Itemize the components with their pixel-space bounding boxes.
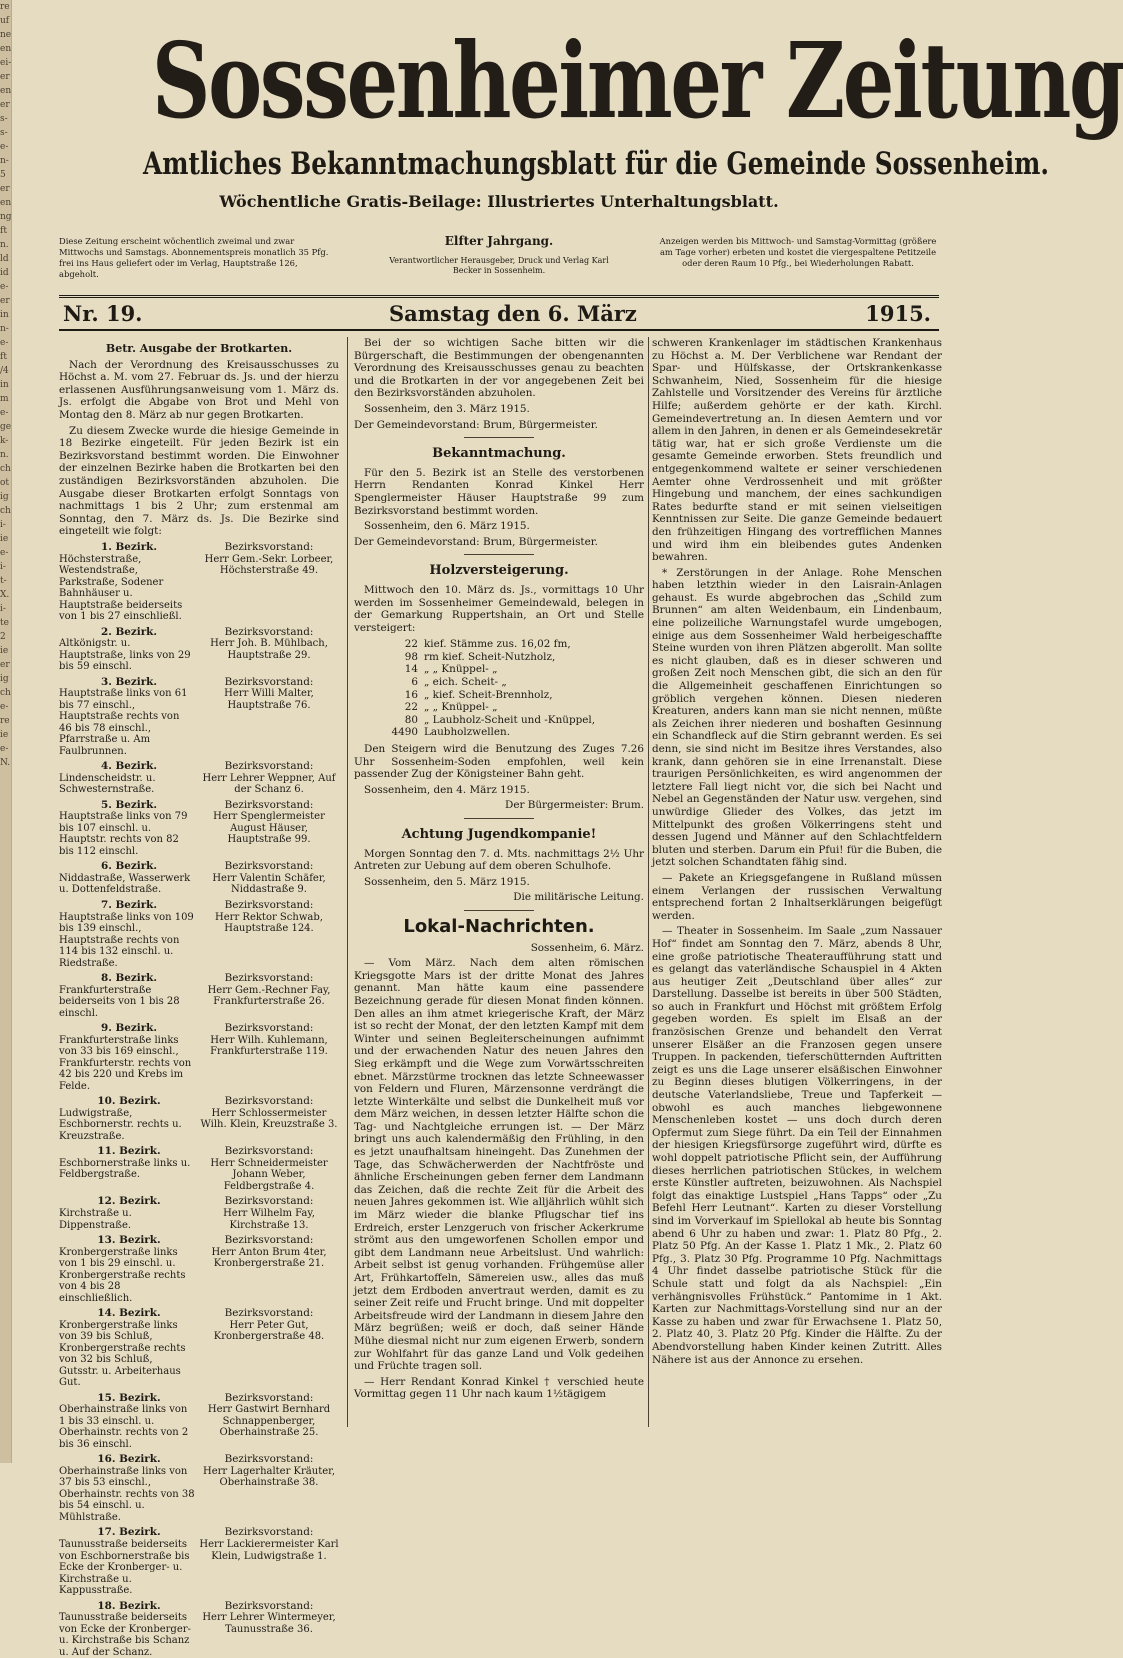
section-dateline: Sossenheim, 6. März.: [354, 942, 644, 955]
district-header: [59, 676, 339, 689]
edge-fragment: i-: [0, 602, 11, 616]
edge-fragment: re: [0, 714, 11, 728]
edge-fragment: e-: [0, 280, 11, 294]
edge-fragment: ft: [0, 350, 11, 364]
district-streets: Kirchstraße u. Dippenstraße.: [59, 1208, 199, 1231]
edge-fragment: ld: [0, 252, 11, 266]
district-streets: Eschbornerstraße links u. Feldbergstraße.: [59, 1158, 199, 1193]
district-body: [59, 1035, 339, 1093]
district-board-label: Bezirksvorstand:: [199, 899, 339, 912]
edge-fragment: er: [0, 70, 11, 84]
edge-fragment: ie: [0, 728, 11, 742]
article-heading: Achtung Jugendkompanie!: [354, 829, 644, 842]
district-header: [59, 1600, 339, 1613]
article-paragraph: Zu diesem Zwecke wurde die hiesige Gemeinde in 18 Bezirke eingeteilt. Für jeden Bezirk ist ein Bezirksvorstand bestimmt worden. Die Einwohner der einzelnen Bezirke haben die Brotkarten bei den zuständigen Bezirksvorständen abzuholen. Die Ausgabe dieser Brotkarten erfolgt Sonntags von nachmittags 1 bis 2 Uhr; zum erstenmal am Sonntag, den 7. März ds. Js. Die Bezirke sind eingeteilt wie folgt:: [59, 425, 339, 538]
wood-lot-kind: „ „ Knüppel- „: [424, 701, 644, 714]
district-number: 2. Bezirk.: [59, 626, 199, 639]
wood-lot-item: [388, 651, 644, 664]
district-warden: Herr Peter Gut, Kronbergerstraße 48.: [199, 1320, 339, 1389]
article-heading: Betr. Ausgabe der Brotkarten.: [59, 343, 339, 356]
district-warden: Herr Schneidermeister Johann Weber, Feldbergstraße 4.: [199, 1158, 339, 1193]
district-warden: Herr Schlossermeister Wilh. Klein, Kreuzstraße 3.: [199, 1108, 339, 1143]
district-streets: Frankfurterstraße beiderseits von 1 bis 28 einschl.: [59, 985, 199, 1020]
district-board-label: Bezirksvorstand:: [199, 541, 339, 554]
wood-lot-quantity: 6: [388, 676, 424, 689]
notice-signature: Der Gemeindevorstand: Brum, Bürgermeister.: [354, 536, 644, 549]
supplement-line: Wöchentliche Gratis-Beilage: Illustriertes Unterhaltungsblatt.: [54, 190, 944, 214]
district-header: [59, 799, 339, 812]
district-streets: Höchsterstraße, Westendstraße, Parkstraße, Sodener Bahnhäuser u. Hauptstraße beiderseits von 1 bis 27 einschließl.: [59, 554, 199, 623]
article-paragraph: — Vom März. Nach dem alten römischen Kriegsgotte Mars ist der dritte Monat des Jahres genannt. Man hätte kaum eine passendere Bezeichnung gerade für diesen Monat finden können. Den alles an ihm atmet kriegerische Kraft, der März ist so recht der Monat, der den letzten Kampf mit dem Winter und seinen Begleiterscheinungen aufnimmt und der erwachenden Natur des neuen Jahres den Sieg erkämpft und die Wege zum Vorwärtsschreiten ebnet. Märzstürme trocknen das letzte Schneewasser von Feldern und Fluren, Märzensonne verdrängt die letzte Winterkälte und selbst die Dunkelheit muß vor dem März weichen, in dessen letzter Hälfte schon die Tag- und Nachtgleiche errungen ist. — Der März bringt uns auch kalendermäßig den Frühling, in den es jetzt unaufhaltsam hineingeht. Das Zunehmen der Tage, das Schwächerwerden der Nachtfröste und ähnliche Erscheinungen geben ferner dem Landmann das Zeichen, daß die rechte Zeit für die Arbeit des neuen Jahres gekommen ist. Wie alljährlich wühlt sich im März wieder die blanke Pflugschar tief ins Erdreich, erster Lenzgeruch von frischer Ackerkrume strömt aus den umgeworfenen Schollen empor und gibt dem Landmann neue Arbeitslust. Und wahrlich: Arbeit selbst ist genug vorhanden. Frühgemüse aller Art, Frühkartoffeln, Sämereien usw., alles das muß jetzt dem Erdboden anvertraut werden, damit es zu seiner Zeit reife und Frucht bringe. Und mit doppelter Arbeitsfreude wird der Landmann in diesem Jahre den März begrüßen; weiß er doch, daß seiner Hände Mühe diesmal nicht nur zum eigenen Erwerb, sondern zur Wohlfahrt für das ganze Land und Volk gedeihen und Früchte tragen soll.: [354, 957, 644, 1373]
edge-fragment: ig: [0, 490, 11, 504]
edge-fragment: 5: [0, 168, 11, 182]
district-number: 10. Bezirk.: [59, 1095, 199, 1108]
district-number: 11. Bezirk.: [59, 1145, 199, 1158]
separator: [464, 437, 534, 438]
issue-number: Nr. 19.: [63, 300, 143, 328]
edge-fragment: e-: [0, 546, 11, 560]
notice-signature: Der Gemeindevorstand: Brum, Bürgermeister.: [354, 419, 644, 432]
district-body: [59, 688, 339, 757]
district-board-label: Bezirksvorstand:: [199, 1453, 339, 1466]
district-entry: [59, 799, 339, 858]
district-streets: Oberhainstraße links von 37 bis 53 einschl., Oberhainstr. rechts von 38 bis 54 einschl. u. Mühlstraße.: [59, 1466, 199, 1524]
district-warden: Herr Gem.-Sekr. Lorbeer, Höchsterstraße 49.: [199, 554, 339, 623]
district-streets: Taunusstraße beiderseits von Eschbornerstraße bis Ecke der Kronberger- u. Kirchstraße u. Kappusstraße.: [59, 1539, 199, 1597]
newspaper-title: Sossenheimer Zeitung: [152, 18, 846, 144]
edge-fragment: er: [0, 294, 11, 308]
edge-fragment: e-: [0, 742, 11, 756]
district-body: [59, 1320, 339, 1389]
district-body: [59, 985, 339, 1020]
district-entry: [59, 541, 339, 623]
district-streets: Hauptstraße links von 61 bis 77 einschl., Hauptstraße rechts von 46 bis 78 einschl., Pfarrstraße u. Am Faulbrunnen.: [59, 688, 199, 757]
district-warden: Herr Valentin Schäfer, Niddastraße 9.: [199, 873, 339, 896]
district-number: 4. Bezirk.: [59, 760, 199, 773]
district-streets: Kronbergerstraße links von 1 bis 29 einschl. u. Kronbergerstraße rechts von 4 bis 28 einschließlich.: [59, 1247, 199, 1305]
district-streets: Oberhainstraße links von 1 bis 33 einschl. u. Oberhainstr. rechts von 2 bis 36 einschl.: [59, 1404, 199, 1450]
district-header: [59, 1453, 339, 1466]
edge-fragment: ig: [0, 672, 11, 686]
section-heading: Lokal-Nachrichten.: [354, 921, 644, 934]
district-number: 17. Bezirk.: [59, 1526, 199, 1539]
district-header: [59, 1234, 339, 1247]
edge-fragment: e-: [0, 700, 11, 714]
district-header: [59, 1392, 339, 1405]
district-number: 1. Bezirk.: [59, 541, 199, 554]
article-paragraph: — Herr Rendant Konrad Kinkel † verschied heute Vormittag gegen 11 Uhr nach kaum 1½tägigem: [354, 1376, 644, 1401]
district-board-label: Bezirksvorstand:: [199, 1022, 339, 1035]
district-streets: Niddastraße, Wasserwerk u. Dottenfeldstraße.: [59, 873, 199, 896]
adjacent-page-edge: [0, 0, 12, 1463]
edge-fragment: e-: [0, 406, 11, 420]
edge-fragment: e-: [0, 336, 11, 350]
notice-date: Sossenheim, den 6. März 1915.: [354, 520, 644, 533]
district-header: [59, 860, 339, 873]
edge-fragment: s-: [0, 112, 11, 126]
district-board-label: Bezirksvorstand:: [199, 1145, 339, 1158]
edge-fragment: id: [0, 266, 11, 280]
district-streets: Lindenscheidstr. u. Schwesternstraße.: [59, 773, 199, 796]
edge-fragment: ft: [0, 224, 11, 238]
district-entry: [59, 972, 339, 1019]
district-board-label: Bezirksvorstand:: [199, 1526, 339, 1539]
district-board-label: Bezirksvorstand:: [199, 1600, 339, 1613]
wood-lot-item: [388, 701, 644, 714]
wood-lot-quantity: 22: [388, 701, 424, 714]
district-number: 3. Bezirk.: [59, 676, 199, 689]
district-board-label: Bezirksvorstand:: [199, 1307, 339, 1320]
wood-lot-quantity: 22: [388, 638, 424, 651]
wood-lot-kind: Laubholzwellen.: [424, 726, 644, 739]
notice-signature: Die militärische Leitung.: [354, 891, 644, 904]
district-entry: [59, 1195, 339, 1231]
column-rule: [648, 337, 649, 1427]
article-heading: Holzversteigerung.: [354, 565, 644, 578]
district-number: 15. Bezirk.: [59, 1392, 199, 1405]
district-body: [59, 773, 339, 796]
district-header: [59, 760, 339, 773]
district-warden: Herr Rektor Schwab, Hauptstraße 124.: [199, 912, 339, 970]
edge-fragment: er: [0, 658, 11, 672]
district-body: [59, 1208, 339, 1231]
article-paragraph: Für den 5. Bezirk ist an Stelle des verstorbenen Herrn Rendanten Konrad Kinkel Herr Spenglermeister Häuser Hauptstraße 99 zum Bezirksvorstand bestimmt worden.: [354, 467, 644, 517]
district-header: [59, 1307, 339, 1320]
district-warden: Herr Wilh. Kuhlemann, Frankfurterstraße 119.: [199, 1035, 339, 1093]
district-number: 13. Bezirk.: [59, 1234, 199, 1247]
district-header: [59, 899, 339, 912]
district-board-label: Bezirksvorstand:: [199, 1095, 339, 1108]
district-streets: Taunusstraße beiderseits von Ecke der Kronberger- u. Kirchstraße bis Schanz u. Auf der Schanz.: [59, 1612, 199, 1658]
district-board-label: Bezirksvorstand:: [199, 799, 339, 812]
edge-fragment: ie: [0, 644, 11, 658]
column-3: [652, 337, 942, 1437]
district-header: [59, 1022, 339, 1035]
district-warden: Herr Lackierermeister Karl Klein, Ludwigstraße 1.: [199, 1539, 339, 1597]
notice-date: Sossenheim, den 3. März 1915.: [354, 403, 644, 416]
district-warden: Herr Joh. B. Mühlbach, Hauptstraße 29.: [199, 638, 339, 673]
district-number: 8. Bezirk.: [59, 972, 199, 985]
edge-fragment: n-: [0, 322, 11, 336]
district-warden: Herr Willi Malter, Hauptstraße 76.: [199, 688, 339, 757]
district-number: 14. Bezirk.: [59, 1307, 199, 1320]
district-entry: [59, 1392, 339, 1451]
district-warden: Herr Spenglermeister August Häuser, Hauptstraße 99.: [199, 811, 339, 857]
district-warden: Herr Gastwirt Bernhard Schnappenberger, Oberhainstraße 25.: [199, 1404, 339, 1450]
edge-fragment: er: [0, 98, 11, 112]
district-body: [59, 1612, 339, 1658]
district-entry: [59, 1526, 339, 1596]
district-entry: [59, 760, 339, 796]
district-streets: Altkönigstr. u. Hauptstraße, links von 29 bis 59 einschl.: [59, 638, 199, 673]
edge-fragment: X.: [0, 588, 11, 602]
district-entry: [59, 626, 339, 673]
district-body: [59, 1404, 339, 1450]
district-entry: [59, 860, 339, 896]
wood-lot-item: [388, 663, 644, 676]
edge-fragment: uf: [0, 14, 11, 28]
district-header: [59, 972, 339, 985]
district-body: [59, 1108, 339, 1143]
edge-fragment: er: [0, 182, 11, 196]
advertising-info: Anzeigen werden bis Mittwoch- und Samstag-Vormittag (größere am Tage vorher) erbeten und kostet die viergespaltene Petitzeile oder deren Raum 10 Pfg., bei Wiederholungen Rabatt.: [654, 236, 942, 269]
wood-lot-list: [388, 638, 644, 739]
article-heading: Bekanntmachung.: [354, 448, 644, 461]
wood-lot-kind: „ kief. Scheit-Brennholz,: [424, 689, 644, 702]
district-warden: Herr Wilhelm Fay, Kirchstraße 13.: [199, 1208, 339, 1231]
edge-fragment: ei-: [0, 56, 11, 70]
separator: [464, 910, 534, 911]
district-number: 12. Bezirk.: [59, 1195, 199, 1208]
article-paragraph: Mittwoch den 10. März ds. Js., vormittags 10 Uhr werden im Sossenheimer Gemeindewald, belegen in der Gemarkung Ruppertshain, an Ort und Stelle versteigert:: [354, 584, 644, 634]
edge-fragment: ne: [0, 28, 11, 42]
district-streets: Hauptstraße links von 79 bis 107 einschl. u. Hauptstr. rechts von 82 bis 112 einschl.: [59, 811, 199, 857]
wood-lot-quantity: 98: [388, 651, 424, 664]
edge-fragment: m: [0, 392, 11, 406]
district-entry: [59, 1453, 339, 1523]
wood-lot-kind: „ eich. Scheit- „: [424, 676, 644, 689]
district-streets: Hauptstraße links von 109 bis 139 einschl., Hauptstraße rechts von 114 bis 132 einschl. u. Riedstraße.: [59, 912, 199, 970]
notice-signature: Der Bürgermeister: Brum.: [354, 799, 644, 812]
wood-lot-quantity: 4490: [388, 726, 424, 739]
edge-fragment: /4: [0, 364, 11, 378]
separator: [464, 554, 534, 555]
edge-fragment: en: [0, 196, 11, 210]
edge-fragment: ge: [0, 420, 11, 434]
wood-lot-quantity: 80: [388, 714, 424, 727]
wood-lot-kind: „ Laubholz-Scheit und -Knüppel,: [424, 714, 644, 727]
district-entry: [59, 1145, 339, 1192]
separator: [464, 818, 534, 819]
edge-fragment: n.: [0, 238, 11, 252]
edge-fragment: ng: [0, 210, 11, 224]
district-number: 16. Bezirk.: [59, 1453, 199, 1466]
column-rule: [347, 337, 348, 1427]
district-board-label: Bezirksvorstand:: [199, 676, 339, 689]
article-paragraph: — Theater in Sossenheim. Im Saale „zum Nassauer Hof“ findet am Sonntag den 7. März, abends 8 Uhr, eine große patriotische Theateraufführung statt und es gelangt das vaterländische Schauspiel in 4 Akten aus heutiger Zeit „Deutschland über alles“ zur Darstellung. Dasselbe ist bereits in über 500 Städten, so auch in Frankfurt und Höchst mit größtem Erfolg gegeben worden. Es spielt im Elsaß an der französischen Grenze und behandelt den Verrat unserer Elsäßer an die Franzosen gegen unsere Truppen. In packenden, tieferschütternden Auftritten zeigt es uns die Lage unserer elsäßischen Einwohner zu Beginn dieses blutigen Völkerringens, in der deutsche Vaterlandsliebe, Treue und Tapferkeit — obwohl es auch manches liebgewonnene Menschenleben kostet — uns doch durch deren Opfermut zum Siege führt. Da ein Teil der Einnahmen der hiesigen Kriegsfürsorge zugeführt wird, dürfte es wohl doppelt patriotische Pflicht sein, der Aufführung dieses herrlichen patriotischen Stückes, in welchem erste Künstler auftreten, beizuwohnen. Als Nachspiel folgt das einaktige Lustspiel „Hans Tapps“ oder „Zu Befehl Herr Leutnant“. Karten zu dieser Vorstellung sind im Vorverkauf im Spiellokal ab heute bis Sonntag abend 6 Uhr zu haben und zwar: 1. Platz 80 Pfg., 2. Platz 50 Pfg. An der Kasse 1. Platz 1 Mk., 2. Platz 60 Pfg., 3. Platz 30 Pfg. Programme 10 Pfg. Nachmittags 4 Uhr findet dasselbe patriotische Stück für die Schule statt und folgt da als Nachspiel: „Ein verhängnisvolles Frühstück.“ Pantomime in 1 Akt. Karten zur Nachmittags-Vorstellung sind nur an der Kasse zu haben und zwar für Erwachsene 1. Platz 50, 2. Platz 40, 3. Platz 20 Pfg. Kinder die Hälfte. Zu der Abendvorstellung haben Kinder keinen Zutritt. Alles Nähere ist aus der Annonce zu ersehen.: [652, 925, 942, 1366]
district-header: [59, 1095, 339, 1108]
district-header: [59, 541, 339, 554]
district-body: [59, 554, 339, 623]
district-header: [59, 626, 339, 639]
newspaper-page: [14, 0, 1000, 1463]
wood-lot-item: [388, 676, 644, 689]
publication-info: [59, 232, 939, 292]
district-number: 9. Bezirk.: [59, 1022, 199, 1035]
district-entry: [59, 1600, 339, 1658]
district-warden: Herr Lehrer Wintermeyer, Taunusstraße 36.: [199, 1612, 339, 1658]
article-paragraph: — Pakete an Kriegsgefangene in Rußland müssen einem Verlangen der russischen Verwaltung entsprechend fortan 2 Inhaltserklärungen beigefügt werden.: [652, 872, 942, 922]
district-body: [59, 1247, 339, 1305]
district-warden: Herr Anton Brum 4ter, Kronbergerstraße 21.: [199, 1247, 339, 1305]
district-body: [59, 912, 339, 970]
edge-fragment: ch: [0, 504, 11, 518]
edge-fragment: ch: [0, 462, 11, 476]
district-warden: Herr Lehrer Weppner, Auf der Schanz 6.: [199, 773, 339, 796]
edge-fragment: t-: [0, 574, 11, 588]
issue-year: 1915.: [865, 300, 931, 328]
district-board-label: Bezirksvorstand:: [199, 626, 339, 639]
article-paragraph: Bei der so wichtigen Sache bitten wir die Bürgerschaft, die Bestimmungen der obengenannten Verordnung des Kreisausschusses genau zu beachten und die Brotkarten in der vor angegebenen Zeit bei den Bezirksvorständen abzuholen.: [354, 337, 644, 400]
edge-fragment: ot: [0, 476, 11, 490]
edge-fragment: i-: [0, 560, 11, 574]
edge-fragment: 2: [0, 630, 11, 644]
issue-date: Samstag den 6. März: [389, 300, 637, 328]
edge-fragment: in: [0, 378, 11, 392]
edge-fragment: en: [0, 84, 11, 98]
district-streets: Ludwigstraße, Eschbornerstr. rechts u. Kreuzstraße.: [59, 1108, 199, 1143]
wood-lot-kind: kief. Stämme zus. 16,02 fm,: [424, 638, 644, 651]
district-number: 18. Bezirk.: [59, 1600, 199, 1613]
wood-lot-kind: rm kief. Scheit-Nutzholz,: [424, 651, 644, 664]
district-warden: Herr Lagerhalter Kräuter, Oberhainstraße 38.: [199, 1466, 339, 1524]
district-board-label: Bezirksvorstand:: [199, 760, 339, 773]
masthead: [54, 18, 944, 214]
district-body: [59, 1158, 339, 1193]
wood-lot-item: [388, 714, 644, 727]
district-board-label: Bezirksvorstand:: [199, 1392, 339, 1405]
district-entry: [59, 899, 339, 969]
district-streets: Frankfurterstraße links von 33 bis 169 einschl., Frankfurterstr. rechts von 42 bis 220 und Krebs im Felde.: [59, 1035, 199, 1093]
district-entry: [59, 676, 339, 758]
publisher-line: Verantwortlicher Herausgeber, Druck und Verlag Karl Becker in Sossenheim.: [379, 256, 619, 276]
wood-lot-quantity: 14: [388, 663, 424, 676]
district-body: [59, 1539, 339, 1597]
district-board-label: Bezirksvorstand:: [199, 972, 339, 985]
edge-fragment: n.: [0, 448, 11, 462]
edge-fragment: ie: [0, 532, 11, 546]
column-2: [354, 337, 644, 1437]
district-body: [59, 1466, 339, 1524]
district-warden: Herr Gem.-Rechner Fay, Frankfurterstraße 26.: [199, 985, 339, 1020]
article-paragraph: * Zerstörungen in der Anlage. Rohe Menschen haben letzthin wieder in den Laisrain-Anlagen gehaust. Es wurde abgebrochen das „Schild zum Brunnen“ am alten Weidenbaum, ein Lindenbaum, eine polizeiliche Warnungstafel wurde umgebogen, einige aus dem Sossenheimer Wald herbeigeschaffte Steine wurden von ihren Plätzen abgerollt. Man sollte es nicht glauben, daß es in dieser schweren und großen Zeit noch Menschen gibt, die sich an den für die Allgemeinheit geschaffenen Einrichtungen so gröblich vergehen können. Diesen niederen Kreaturen, anders kann man sie nicht nennen, müßte als Zeichen ihrer niederen und boshaften Gesinnung ein Schandfleck auf die Stirn gebrannt werden. Es sei denn, sie sind nicht im Besitze ihres Verstandes, also krank, dann gehören sie in eine Irrenanstalt. Diese traurigen Persönlichkeiten, es wird angenommen der letztere Fall liegt nicht vor, die sich bei Nacht und Nebel an Gegenständen der Natur usw. vergehen, sind unwürdige Glieder des Volkes, das jetzt im Mittelpunkt des großen Völkerringens steht und dessen Jugend und Männer auf den Schlachtfeldern bluten und sterben. Darum ein Pfui! für die Buben, die jetzt solchen Schandtaten fähig sind.: [652, 567, 942, 869]
district-header: [59, 1526, 339, 1539]
district-entry: [59, 1307, 339, 1389]
district-streets: Kronbergerstraße links von 39 bis Schluß, Kronbergerstraße rechts von 32 bis Schluß, Gutsstr. u. Arbeiterhaus Gut.: [59, 1320, 199, 1389]
edge-fragment: i-: [0, 518, 11, 532]
edge-fragment: s-: [0, 126, 11, 140]
edge-fragment: n-: [0, 154, 11, 168]
edge-fragment: N.: [0, 756, 11, 770]
edge-fragment: re: [0, 0, 11, 14]
district-body: [59, 873, 339, 896]
edge-fragment: ch: [0, 686, 11, 700]
article-paragraph: Morgen Sonntag den 7. d. Mts. nachmittags 2½ Uhr Antreten zur Uebung auf dem oberen Schulhofe.: [354, 848, 644, 873]
wood-lot-kind: „ „ Knüppel- „: [424, 663, 644, 676]
district-body: [59, 638, 339, 673]
district-entry: [59, 1234, 339, 1304]
district-number: 7. Bezirk.: [59, 899, 199, 912]
dateline: [59, 295, 939, 331]
district-board-label: Bezirksvorstand:: [199, 860, 339, 873]
edge-fragment: in: [0, 308, 11, 322]
notice-date: Sossenheim, den 4. März 1915.: [354, 784, 644, 797]
column-1: [59, 337, 339, 1437]
edge-fragment: te: [0, 616, 11, 630]
district-number: 5. Bezirk.: [59, 799, 199, 812]
wood-lot-item: [388, 689, 644, 702]
notice-date: Sossenheim, den 5. März 1915.: [354, 876, 644, 889]
article-paragraph: schweren Krankenlager im städtischen Krankenhaus zu Höchst a. M. Der Verblichene war Rendant der Spar- und Hülfskasse, der Ortskrankenkasse Schwanheim, Nied, Sossenheim für die hiesige Zahlstelle und Vorsitzender des Vereins für ärztliche Hilfe; außerdem gehörte er der kath. Kirchl. Gemeindevertretung an. In diesen Aemtern und vor allem in den Jahren, in denen er als Gemeindesekretär tätig war, hat er sich große Verdienste um die gesamte Gemeinde erworben. Stets freundlich und entgegenkommend waltete er seiner verschiedenen Aemter ohne Verdrossenheit und mit größter Hingebung und manchem, der eines sachkundigen Rates bedurfte stand er mit seinen vielseitigen Kenntnissen zur Seite. Die ganze Gemeinde bedauert den frühzeitigen Hingang des vortrefflichen Mannes und wird ihm ein bleibendes gutes Andenken bewahren.: [652, 337, 942, 564]
wood-lot-item: [388, 638, 644, 651]
district-body: [59, 811, 339, 857]
district-header: [59, 1145, 339, 1158]
wood-lot-item: [388, 726, 644, 739]
volume-year: Elfter Jahrgang.: [379, 232, 619, 250]
article-paragraph: Den Steigern wird die Benutzung des Zuges 7.26 Uhr Sossenheim-Soden empfohlen, weil kein passender Zug der Königsteiner Bahn geht.: [354, 743, 644, 781]
article-paragraph: Nach der Verordnung des Kreisausschusses zu Höchst a. M. vom 27. Februar ds. Js. und der hierzu erlassenen Ausführungsanweisung vom 1. März ds. Js. erfolgt die Abgabe von Brot und Mehl von Montag den 8. März ab nur gegen Brotkarten.: [59, 359, 339, 422]
subscription-info: Diese Zeitung erscheint wöchentlich zweimal und zwar Mittwochs und Samstags. Abonnementspreis monatlich 35 Pfg. frei ins Haus geliefert oder im Verlag, Hauptstraße 126, abgeholt.: [59, 236, 339, 280]
district-number: 6. Bezirk.: [59, 860, 199, 873]
district-board-label: Bezirksvorstand:: [199, 1234, 339, 1247]
district-board-label: Bezirksvorstand:: [199, 1195, 339, 1208]
edge-fragment: en: [0, 42, 11, 56]
district-header: [59, 1195, 339, 1208]
newspaper-subtitle: Amtliches Bekanntmachungsblatt für die Gemeinde Sossenheim.: [143, 144, 855, 184]
edge-fragment: e-: [0, 140, 11, 154]
district-entry: [59, 1095, 339, 1142]
edge-fragment: k-: [0, 434, 11, 448]
district-entry: [59, 1022, 339, 1092]
district-list: [59, 541, 339, 1658]
wood-lot-quantity: 16: [388, 689, 424, 702]
publisher-info: [379, 232, 619, 276]
